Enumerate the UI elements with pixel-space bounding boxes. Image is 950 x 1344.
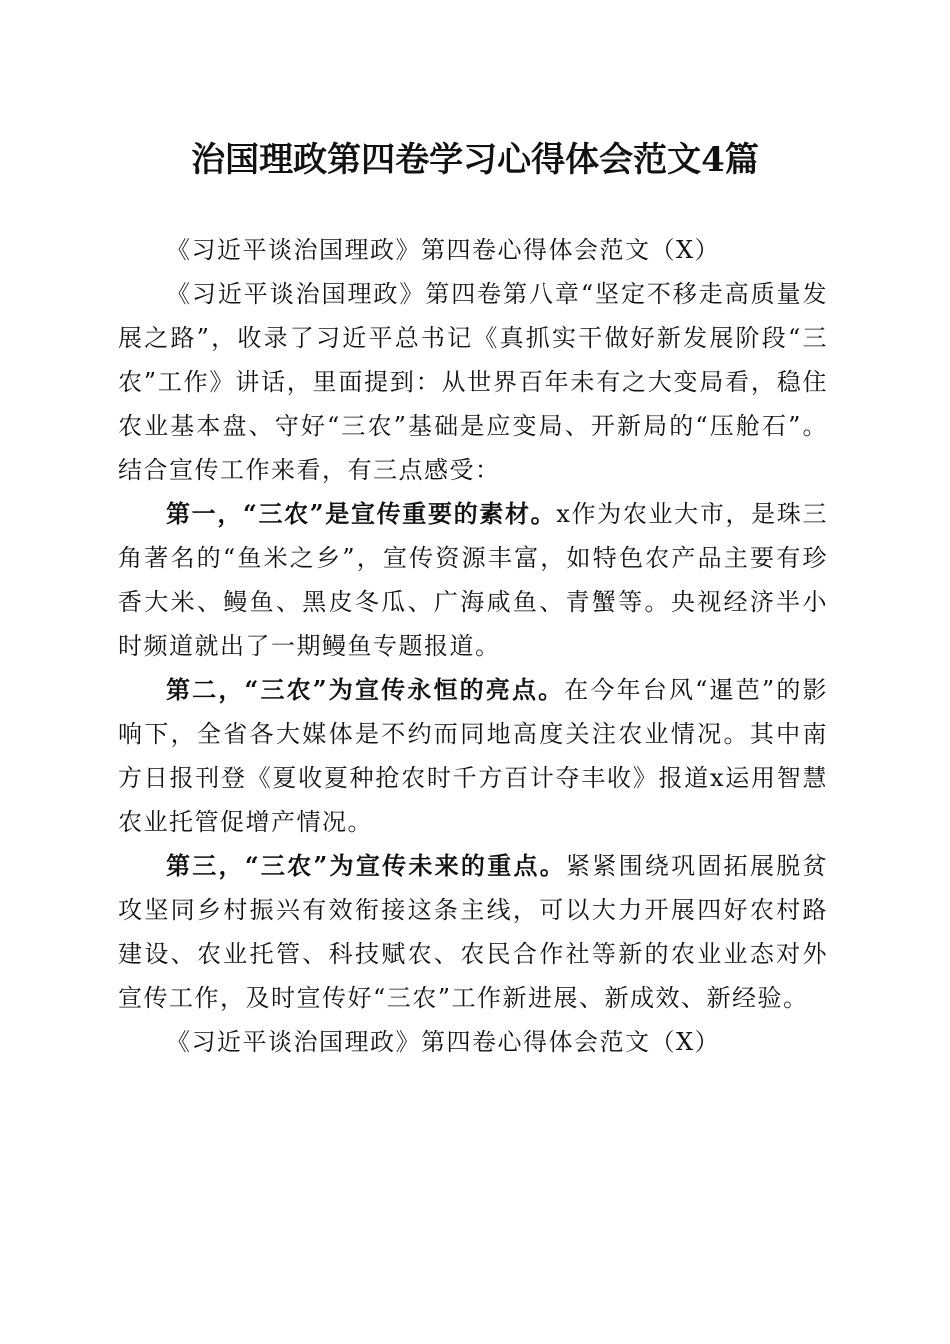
paragraph-lead: 第一，“三农”是宣传重要的素材。 <box>166 499 557 528</box>
document-title: 治国理政第四卷学习心得体会范文4篇 <box>191 140 759 180</box>
paragraph-lead: 第二，“三农”为宣传永恒的亮点。 <box>166 675 565 704</box>
paragraph-text: 《习近平谈治国理政》第四卷心得体会范文（X） <box>166 236 721 264</box>
paragraph-text: 紧紧围绕巩固拓展脱贫攻坚同乡村振兴有效衔接这条主线，可以大力开展四好农村路建设、农业托管、科技赋农、农民合作社等新的农业业态对外宣传工作，及时宣传好“三农”工作新进展、新成效、新经验。 <box>118 852 829 1012</box>
paragraph-intro <box>118 272 828 492</box>
paragraph-point-3 <box>118 844 828 1020</box>
paragraph-point-2 <box>118 668 828 844</box>
paragraph-text: 《习近平谈治国理政》第四卷第八章“坚定不移走高质量发展之路”，收录了习近平总书记《真抓实干做好新发展阶段“三农”工作》讲话，里面提到：从世界百年未有之大变局看，稳住农业基本盘、守好“三农”基础是应变局、开新局的“压舱石”。结合宣传工作来看，有三点感受： <box>118 280 828 484</box>
paragraph-text: x作为农业大市，是珠三角著名的“鱼米之乡”，宣传资源丰富，如特色农产品主要有珍香大米、鳗鱼、黑皮冬瓜、广海咸鱼、青蟹等。央视经济半小时频道就出了一期鳗鱼专题报道。 <box>118 500 828 660</box>
paragraph-heading-2 <box>118 1020 828 1064</box>
paragraph-heading-1 <box>118 228 828 272</box>
paragraph-text: 《习近平谈治国理政》第四卷心得体会范文（X） <box>166 1028 721 1056</box>
document-body <box>118 228 828 1064</box>
paragraph-point-1 <box>118 492 828 668</box>
paragraph-text: 在今年台风“暹芭”的影响下，全省各大媒体是不约而同地高度关注农业情况。其中南方日报刊登《夏收夏种抢农时千方百计夺丰收》报道x运用智慧农业托管促增产情况。 <box>118 676 828 836</box>
paragraph-lead: 第三，“三农”为宣传未来的重点。 <box>166 851 567 880</box>
